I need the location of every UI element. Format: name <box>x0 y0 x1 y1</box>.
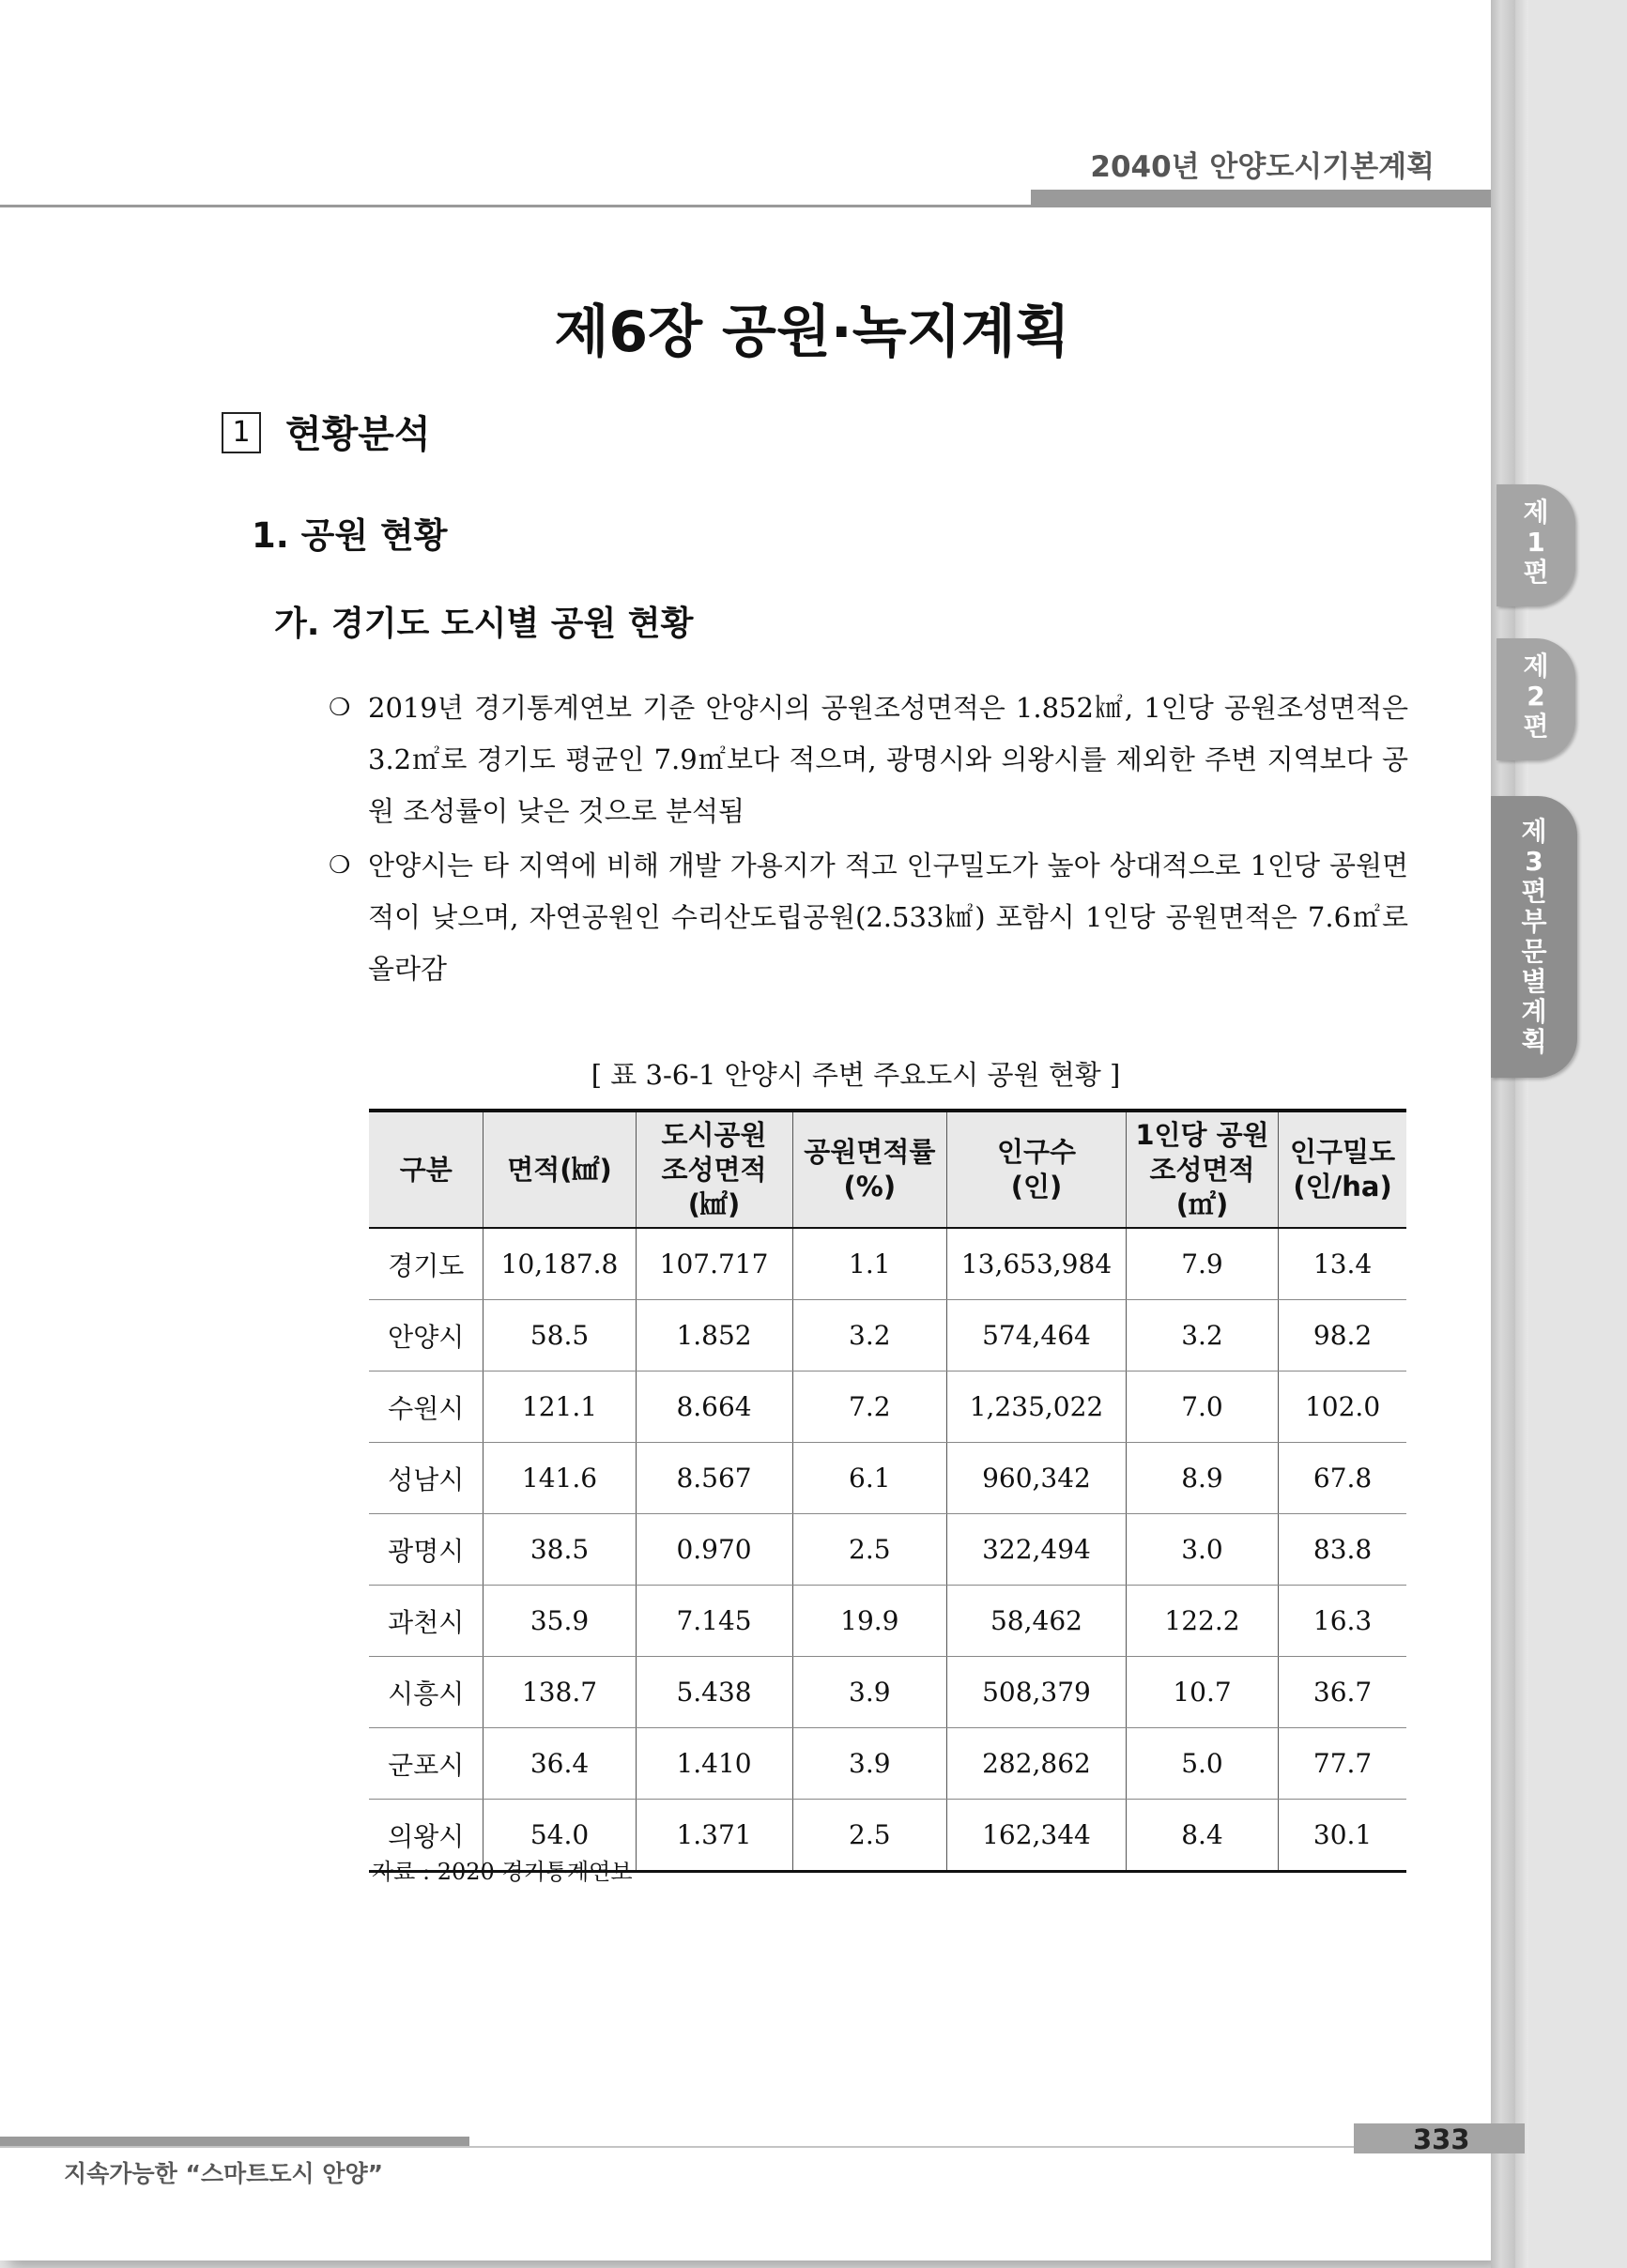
table-caption: [ 표 3-6-1 안양시 주변 주요도시 공원 현황 ] <box>591 1059 1121 1091</box>
cell: 54.0 <box>483 1800 636 1872</box>
cell: 8.567 <box>636 1443 792 1514</box>
cell: 38.5 <box>483 1514 636 1586</box>
cell: 3.2 <box>1126 1300 1278 1372</box>
cell: 군포시 <box>369 1728 483 1800</box>
table-row <box>369 1228 1406 1300</box>
cell: 1.1 <box>792 1228 947 1300</box>
cell: 7.0 <box>1126 1372 1278 1443</box>
bullet-icon: ❍ <box>329 694 351 722</box>
cell: 1.410 <box>636 1728 792 1800</box>
tab-part-3[interactable]: 제 3 편 부 문 별 계 획 <box>1491 796 1577 1078</box>
section-heading <box>222 405 431 458</box>
cell: 98.2 <box>1279 1300 1406 1372</box>
cell: 36.7 <box>1279 1657 1406 1728</box>
cell: 3.0 <box>1126 1514 1278 1586</box>
cell: 67.8 <box>1279 1443 1406 1514</box>
cell: 35.9 <box>483 1586 636 1657</box>
paragraph-2 <box>329 840 1408 995</box>
cell: 7.9 <box>1126 1228 1278 1300</box>
cell: 122.2 <box>1126 1586 1278 1657</box>
cell: 8.9 <box>1126 1443 1278 1514</box>
table-row <box>369 1586 1406 1657</box>
cell: 58,462 <box>947 1586 1127 1657</box>
cell: 시흥시 <box>369 1657 483 1728</box>
cell: 7.145 <box>636 1586 792 1657</box>
header-park-ratio: 공원면적률 (%) <box>792 1111 947 1228</box>
table-row <box>369 1443 1406 1514</box>
table-source: 자료 : 2020 경기통계연보 <box>372 1859 633 1885</box>
cell: 0.970 <box>636 1514 792 1586</box>
cell: 1,235,022 <box>947 1372 1127 1443</box>
cell: 8.4 <box>1126 1800 1278 1872</box>
cell: 58.5 <box>483 1300 636 1372</box>
table-row <box>369 1657 1406 1728</box>
cell: 6.1 <box>792 1443 947 1514</box>
table-row <box>369 1300 1406 1372</box>
cell: 138.7 <box>483 1657 636 1728</box>
cell: 282,862 <box>947 1728 1127 1800</box>
cell: 과천시 <box>369 1586 483 1657</box>
cell: 5.438 <box>636 1657 792 1728</box>
paragraph-text: 2019년 경기통계연보 기준 안양시의 공원조성면적은 1.852㎢, 1인당 공원조성면적은 3.2㎡로 경기도 평균인 7.9㎡보다 적으며, 광명시와 의왕시를 제외한 주변 지역보다 공원 조성률이 낮은 것으로 분석됨 <box>368 692 1408 827</box>
cell: 83.8 <box>1279 1514 1406 1586</box>
cell: 수원시 <box>369 1372 483 1443</box>
cell: 안양시 <box>369 1300 483 1372</box>
cell: 77.7 <box>1279 1728 1406 1800</box>
cell: 36.4 <box>483 1728 636 1800</box>
header-area: 면적(㎢) <box>483 1111 636 1228</box>
cell: 10.7 <box>1126 1657 1278 1728</box>
cell: 3.9 <box>792 1728 947 1800</box>
subsubsection-heading: 가. 경기도 도시별 공원 현황 <box>274 605 694 643</box>
cell: 141.6 <box>483 1443 636 1514</box>
cell: 19.9 <box>792 1586 947 1657</box>
subsection-heading: 1. 공원 현황 <box>252 515 448 556</box>
header-rule <box>0 205 1491 207</box>
cell: 13.4 <box>1279 1228 1406 1300</box>
cell: 8.664 <box>636 1372 792 1443</box>
cell: 574,464 <box>947 1300 1127 1372</box>
cell: 경기도 <box>369 1228 483 1300</box>
cell: 162,344 <box>947 1800 1127 1872</box>
tab-part-2[interactable]: 제 2 편 <box>1497 638 1575 760</box>
paragraph-text: 안양시는 타 지역에 비해 개발 가용지가 적고 인구밀도가 높아 상대적으로 1인당 공원면적이 낮으며, 자연공원인 수리산도립공원(2.533㎢) 포함시 1인당 공원면적은 7.6㎡로 올라감 <box>368 850 1408 985</box>
cell: 2.5 <box>792 1800 947 1872</box>
cell: 508,379 <box>947 1657 1127 1728</box>
page-number: 333 <box>1413 2123 1470 2155</box>
header-title: 2040년 안양도시기본계획 <box>1090 150 1435 184</box>
cell: 107.717 <box>636 1228 792 1300</box>
cell: 10,187.8 <box>483 1228 636 1300</box>
cell: 2.5 <box>792 1514 947 1586</box>
table-row <box>369 1514 1406 1586</box>
header-population: 인구수 (인) <box>947 1111 1127 1228</box>
chapter-title: 제6장 공원·녹지계획 <box>554 299 1070 365</box>
cell: 1.371 <box>636 1800 792 1872</box>
cell: 30.1 <box>1279 1800 1406 1872</box>
cell: 5.0 <box>1126 1728 1278 1800</box>
table-row <box>369 1728 1406 1800</box>
footer-bar <box>0 2137 469 2146</box>
header-park-area: 도시공원 조성면적(㎢) <box>636 1111 792 1228</box>
footer-text: 지속가능한 “스마트도시 안양” <box>64 2160 384 2187</box>
cell: 121.1 <box>483 1372 636 1443</box>
header-category: 구분 <box>369 1111 483 1228</box>
park-status-table <box>369 1109 1406 1873</box>
cell: 광명시 <box>369 1514 483 1586</box>
bullet-icon: ❍ <box>329 851 351 880</box>
tab-part-1[interactable]: 제 1 편 <box>1497 484 1575 606</box>
footer-rule <box>0 2146 1491 2148</box>
cell: 3.2 <box>792 1300 947 1372</box>
cell: 322,494 <box>947 1514 1127 1586</box>
header-bar <box>1031 190 1491 205</box>
header-density: 인구밀도 (인/ha) <box>1279 1111 1406 1228</box>
cell: 102.0 <box>1279 1372 1406 1443</box>
cell: 16.3 <box>1279 1586 1406 1657</box>
cell: 960,342 <box>947 1443 1127 1514</box>
section-number-box: 1 <box>222 412 261 453</box>
table-header-row <box>369 1111 1406 1228</box>
cell: 3.9 <box>792 1657 947 1728</box>
cell: 13,653,984 <box>947 1228 1127 1300</box>
header-per-capita: 1인당 공원 조성면적(㎡) <box>1126 1111 1278 1228</box>
paragraph-1 <box>329 682 1408 837</box>
section-title: 현황분석 <box>285 413 431 456</box>
cell: 7.2 <box>792 1372 947 1443</box>
cell: 성남시 <box>369 1443 483 1514</box>
table-row <box>369 1372 1406 1443</box>
cell: 1.852 <box>636 1300 792 1372</box>
cell: 의왕시 <box>369 1800 483 1872</box>
